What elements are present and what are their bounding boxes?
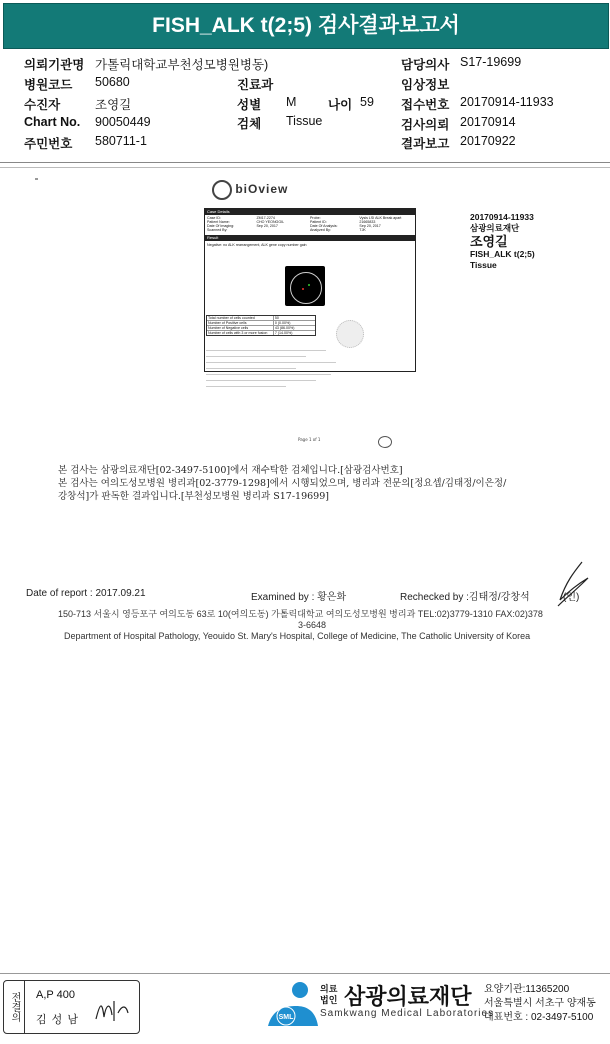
case-details-cell: Patient Name: xyxy=(207,220,230,224)
case-details-cell xyxy=(256,228,310,232)
body-line: 본 검사는 삼광의료재단[02-3497-5100]에서 재수탁한 검체입니다.[삼광검사번호] xyxy=(58,465,403,476)
request-date-value: 20170914 xyxy=(460,115,516,129)
stamp-specimen: Tissue xyxy=(470,260,497,270)
institution-value: 가톨릭대학교부천성모병원병동) xyxy=(95,58,269,72)
age-value: 59 xyxy=(360,95,374,109)
corp-contact xyxy=(484,983,596,1025)
sml-logo-icon xyxy=(266,980,320,1028)
case-details-row xyxy=(207,228,413,232)
report-date-label: 결과보고 xyxy=(401,137,450,151)
receipt-stamp xyxy=(470,212,535,271)
case-details-cell: Scanned By: xyxy=(207,228,228,232)
sml-logo-text: SML xyxy=(278,1014,294,1021)
body-line: 본 검사는 여의도성모병원 병리과[02-3779-1298]에서 시행되었으며, 병리과 전문의[정요셉/김태정/이은정/ xyxy=(58,478,507,489)
body-line: 강창석]가 판독한 결과입니다.[부천성모병원 병리과 S17-19699] xyxy=(58,491,329,502)
specimen-value: Tissue xyxy=(286,114,323,128)
signature-scribble xyxy=(552,560,592,610)
address-korean: 150-713 서울시 영등포구 여의도동 63로 10(여의도동) 가톨릭대학교 여의도성모병원 병리과 TEL:02)3779-1310 FAX:02)378 xyxy=(58,609,543,619)
clinical-info-label: 임상정보 xyxy=(401,78,450,92)
case-details-cell: TJK xyxy=(359,228,366,232)
report-body xyxy=(58,464,578,503)
cell-count-cell: 7 (14.00%) xyxy=(273,331,315,335)
case-details-cell: Date Of Analysis: xyxy=(309,224,338,228)
age-label: 나이 xyxy=(328,98,353,112)
fish-signal xyxy=(302,288,304,290)
institution-label: 의뢰기관명 xyxy=(24,58,85,72)
scan-page: Page 1 of 1 xyxy=(298,437,321,442)
cell-count-cell: 43 (86.00%) xyxy=(273,326,315,330)
cell-count-cell: Number of Negative cells xyxy=(208,326,249,330)
divider xyxy=(0,973,610,974)
corp-prefix xyxy=(320,984,337,1006)
corp-prefix2: 법인 xyxy=(320,995,338,1005)
scan-seal xyxy=(336,320,364,348)
corp-prefix1: 의료 xyxy=(320,984,338,994)
result-text: Negative: no ALK rearrangement, ALK gene copy number gain xyxy=(207,243,307,247)
scan-speck xyxy=(35,178,38,180)
address-korean-2: 3-6648 xyxy=(298,620,327,630)
doctor-label: 담당의사 xyxy=(401,58,450,72)
cell-count-cell: 0 (0.00%) xyxy=(273,321,315,325)
patient-label: 수진자 xyxy=(24,98,61,112)
verification-label: 전결의 xyxy=(4,981,25,1033)
verification-box xyxy=(3,980,140,1034)
stamp-test: FISH_ALK t(2;5) xyxy=(470,249,535,259)
corp-name: 삼광의료재단 xyxy=(344,984,472,1009)
specimen-label: 검체 xyxy=(237,117,262,131)
corp-code: 요양기관:11365200 xyxy=(484,984,570,995)
sex-value: M xyxy=(286,95,297,109)
date-of-report: Date of report : 2017.09.21 xyxy=(26,588,146,599)
title-bar xyxy=(0,0,610,52)
hospital-code-value: 50680 xyxy=(95,75,130,89)
verification-line1: A,P 400 xyxy=(36,989,75,1001)
case-details-table xyxy=(205,215,415,233)
case-details-cell: ZM17-2274 xyxy=(256,216,275,220)
divider xyxy=(0,167,610,168)
case-details-cell: 21665833 xyxy=(359,220,376,224)
stamp-receipt: 20170914-11933 xyxy=(470,212,534,222)
corp-phone: 대표번호 : 02-3497-5100 xyxy=(484,1012,594,1023)
corp-address: 서울특별시 서초구 양재동 xyxy=(484,998,596,1009)
cell-count-row xyxy=(207,325,315,330)
examined-by: Examined by : 황은화 xyxy=(251,592,347,603)
case-details-cell: Probe: xyxy=(309,216,321,220)
result-heading: Result xyxy=(205,235,415,241)
case-details-cell: Date Of Imaging: xyxy=(207,224,235,228)
cell-count-cell: Number of Positive cells xyxy=(208,321,247,325)
stamp-org: 삼광의료재단 xyxy=(470,223,520,233)
cell-count-table xyxy=(206,315,316,336)
verification-signature xyxy=(92,995,132,1025)
case-details-cell: CHO YEONGGIL xyxy=(256,220,285,224)
cell-count-row xyxy=(207,330,315,335)
case-details-cell: Vysis LSI ALK Break apart xyxy=(359,216,402,220)
resident-no-label: 주민번호 xyxy=(24,137,73,151)
chart-no-label: Chart No. xyxy=(24,115,81,129)
cell-count-cell: Number of cells with 3 or more fusion xyxy=(208,331,268,335)
case-details-heading: Case Details xyxy=(205,209,415,215)
scan-footer-logo xyxy=(378,436,392,448)
chart-no-value: 90050449 xyxy=(95,115,151,129)
patient-value: 조영길 xyxy=(95,98,132,112)
scan-fine-print xyxy=(206,348,346,408)
stamp-name: 조영길 xyxy=(470,234,508,249)
resident-no-value: 580711-1 xyxy=(95,134,147,148)
bioview-logo xyxy=(212,180,288,200)
cell-count-row xyxy=(207,316,315,320)
report-date-value: 20170922 xyxy=(460,134,516,148)
case-details-cell: Case ID: xyxy=(207,216,221,220)
cell-count-cell: Total number of cells counted xyxy=(208,316,255,320)
address-english: Department of Hospital Pathology, Yeouido St. Mary's Hospital, College of Medicine, The Catholic University of Korea xyxy=(64,631,531,641)
doctor-value: S17-19699 xyxy=(460,55,522,69)
cell-count-row xyxy=(207,320,315,325)
fish-cell-outline xyxy=(290,272,322,304)
bioview-logo-text: biOview xyxy=(235,182,289,197)
corp-name-en: Samkwang Medical Laboratories xyxy=(320,1008,495,1019)
case-details-cell: Analyzed By: xyxy=(309,228,331,232)
sex-label: 성별 xyxy=(237,98,262,112)
case-details-cell: Sep 20, 2017 xyxy=(256,224,278,228)
page-title: FISH_ALK t(2;5) 검사결과보고서 xyxy=(3,3,609,49)
receipt-no-label: 접수번호 xyxy=(401,98,450,112)
receipt-no-value: 20170914-11933 xyxy=(460,95,554,109)
request-date-label: 검사의뢰 xyxy=(401,118,450,132)
divider xyxy=(0,162,610,163)
hospital-code-label: 병원코드 xyxy=(24,78,73,92)
department-label: 진료과 xyxy=(237,78,274,92)
seal-mark: (인) xyxy=(563,592,580,603)
case-details-cell: Sep 20, 2017 xyxy=(359,224,381,228)
case-details-cell: Patient ID: xyxy=(309,220,327,224)
cell-count-cell: 50 xyxy=(273,316,315,320)
fish-signal xyxy=(308,284,310,286)
rechecked-by: Rechecked by :김태정/강창석 xyxy=(400,592,530,603)
verification-line2: 김 성 남 xyxy=(36,1014,79,1026)
